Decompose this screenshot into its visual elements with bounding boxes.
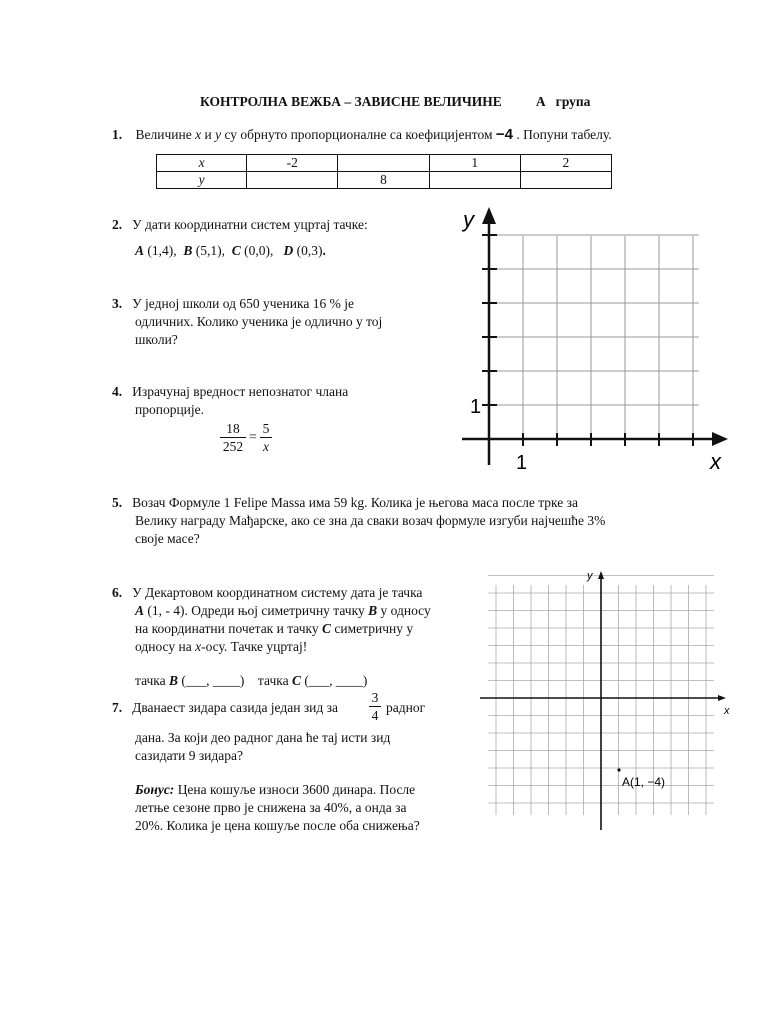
- q6-text: односу на: [135, 639, 196, 654]
- table-header-y: y: [157, 172, 247, 189]
- bonus-label: Бонус:: [135, 782, 175, 797]
- point-b: B: [169, 673, 179, 688]
- fraction-3-4: [369, 689, 381, 724]
- q2-text: У дати координатни систем уцртај тачке:: [132, 217, 368, 232]
- var-x: x: [195, 639, 202, 654]
- bonus-text: Цена кошуље износи 3600 динара. После: [174, 782, 416, 797]
- x-axis-label: x: [710, 449, 721, 474]
- group-label: А група: [535, 94, 591, 109]
- y-axis-label: y: [463, 207, 474, 232]
- q4-text: Израчунај вредност непознатог члана: [132, 384, 349, 399]
- q1-text: . Попуни табелу.: [512, 127, 612, 142]
- q4-text: пропорције.: [135, 402, 205, 417]
- point-name: C: [231, 243, 241, 258]
- answer-blank-b[interactable]: (___, ____): [178, 673, 245, 688]
- table-header-x: x: [157, 155, 247, 172]
- equals-sign: =: [249, 429, 257, 444]
- q6-text: У Декартовом координатном систему дата је тачка: [132, 585, 423, 600]
- table-cell[interactable]: 1: [429, 155, 520, 172]
- q1-text: и: [201, 127, 216, 142]
- question-number: 4.: [112, 384, 123, 399]
- q6-text: (1, - 4). Одреди њој симетричну тачку: [144, 603, 369, 618]
- question-number: 2.: [112, 217, 123, 232]
- point-coords: (1,4),: [144, 243, 184, 258]
- q7-text: радног: [386, 700, 426, 715]
- question-number: 3.: [112, 296, 123, 311]
- q3-text: школи?: [135, 332, 178, 347]
- fraction-denominator: x: [263, 439, 269, 454]
- question-number: 7.: [112, 700, 123, 715]
- point-b: B: [368, 603, 378, 618]
- q5-text: Велику награду Мађарске, ако се зна да сваки возач формуле изгуби најчешће 3%: [135, 513, 606, 528]
- question-number: 6.: [112, 585, 123, 600]
- fraction-denominator: 252: [222, 439, 244, 454]
- fraction-numerator: 18: [226, 421, 240, 436]
- q6-text: у односу: [377, 603, 431, 618]
- table-cell[interactable]: 8: [338, 172, 429, 189]
- point-coords: (0,3): [293, 243, 323, 258]
- q5-text: Возач Формуле 1 Felipe Massa има 59 kg. Колика је његова маса после трке за: [132, 495, 578, 510]
- point-a-label: A(1, −4): [622, 775, 666, 789]
- point-name: B: [183, 243, 193, 258]
- point-name: D: [283, 243, 294, 258]
- question-7: [112, 699, 338, 717]
- x-axis-label: x: [724, 705, 730, 717]
- y-axis-arrow: [598, 571, 604, 579]
- bonus-text: летње сезоне прво је снижена за 40%, а онда за: [135, 800, 407, 815]
- q1-text: су обрнуто пропорционалне са коефицијентом: [221, 127, 496, 142]
- q7-text: сазидати 9 зидара?: [135, 748, 243, 763]
- q3-text: одличних. Колико ученика је одлично у тој: [135, 314, 383, 329]
- q6-text: на координатни почетак и тачку: [135, 621, 323, 636]
- q7-text: Дванаест зидара сазида један зид за: [132, 700, 338, 715]
- fraction-numerator: 5: [262, 421, 270, 436]
- bonus-question: [135, 781, 415, 799]
- table-cell[interactable]: -2: [247, 155, 338, 172]
- point-name: A: [135, 243, 145, 258]
- table-cell[interactable]: 2: [520, 155, 611, 172]
- point-a: A: [135, 603, 145, 618]
- q6-text: тачка: [244, 673, 292, 688]
- var-y: y: [215, 127, 222, 142]
- q6-text: симетричну у: [331, 621, 414, 636]
- point-coords: (5,1),: [192, 243, 232, 258]
- x-unit-label: 1: [516, 452, 528, 474]
- y-axis-label: y: [587, 570, 593, 582]
- question-number: 1.: [112, 127, 123, 142]
- q3-text: У једној школи од 650 ученика 16 % је: [132, 296, 354, 311]
- point-c: C: [291, 673, 301, 688]
- q6-text: -осу. Тачке уцртај!: [201, 639, 308, 654]
- var-x: x: [195, 127, 202, 142]
- period: .: [322, 243, 326, 258]
- bonus-text: 20%. Колика је цена кошуље после оба снижења?: [135, 818, 420, 833]
- point-a-marker: [617, 768, 620, 771]
- point-coords: (0,0),: [240, 243, 284, 258]
- q7-text: дана. За који део радног дана ће тај исти зид: [135, 730, 391, 745]
- q5-text: своје масе?: [135, 531, 200, 546]
- fraction-numerator: 3: [371, 690, 379, 705]
- fraction-denominator: 4: [371, 708, 379, 723]
- answer-blank-c[interactable]: (___, ____): [300, 673, 368, 688]
- question-number: 5.: [112, 495, 123, 510]
- y-unit-label: 1: [470, 396, 482, 418]
- title-text: КОНТРОЛНА ВЕЖБА – ЗАВИСНЕ ВЕЛИЧИНЕ: [200, 94, 502, 109]
- q6-text: тачка: [135, 673, 170, 688]
- q1-text: Величине: [135, 127, 196, 142]
- x-axis-arrow: [718, 695, 726, 701]
- point-c: C: [322, 621, 332, 636]
- coefficient: −4: [495, 126, 513, 143]
